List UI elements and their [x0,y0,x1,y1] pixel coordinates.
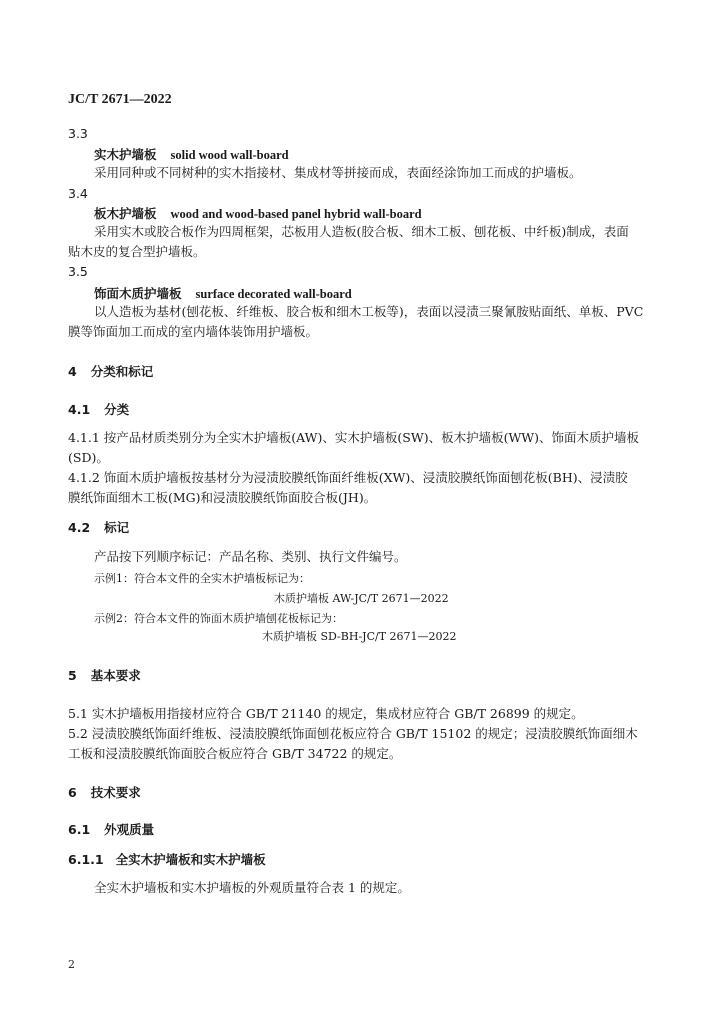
page-number: 2 [68,958,75,971]
clause-text: 工板和浸渍胶膜纸饰面胶合板应符合 GB/T 34722 的规定。 [68,746,402,761]
term-en: solid wood wall-board [170,148,289,162]
term-definition-line: 采用实木或胶合板作为四周框架，芯板用人造板(胶合板、细木工板、刨花板、中纤板)制成，表面 [94,224,629,239]
term-en: wood and wood-based panel hybrid wall-board [170,207,422,221]
term-definition-line: 贴木皮的复合型护墙板。 [68,244,206,259]
chapter-heading: 6 技术要求 [68,785,141,800]
term-zh: 实木护墙板 [94,147,157,162]
section-heading: 4.2 标记 [68,520,130,535]
clause-number: 3.5 [68,264,88,279]
example-label: 示例2：符合本文件的饰面木质护墙刨花板标记为： [94,612,343,625]
term-zh: 饰面木质护墙板 [94,286,182,301]
section-heading: 4.1 分类 [68,402,130,417]
term-definition-line: 以人造板为基材(刨花板、纤维板、胶合板和细木工板等)，表面以浸渍三聚氰胺贴面纸、单板、PVC [94,304,644,319]
term-en: surface decorated wall-board [195,287,352,301]
clause-text: 5.1 实木护墙板用指接材应符合 GB/T 21140 的规定，集成材应符合 GB/T 26899 的规定。 [68,706,584,721]
example-mark: 木质护墙板 AW-JC/T 2671—2022 [274,592,449,605]
term-zh: 板木护墙板 [94,206,157,221]
clause-text: (SD)。 [68,450,109,465]
term-heading [94,204,422,224]
clause-text: 产品按下列顺序标记：产品名称、类别、执行文件编号。 [94,549,407,564]
clause-text: 4.1.1 按产品材质类别分为全实木护墙板(AW)、实木护墙板(SW)、板木护墙板(WW)、饰面木质护墙板 [68,430,640,445]
term-heading [94,145,289,165]
example-mark: 木质护墙板 SD-BH-JC/T 2671—2022 [262,630,457,643]
term-definition: 采用同种或不同树种的实木指接材、集成材等拼接而成，表面经涂饰加工而成的护墙板。 [94,165,582,180]
clause-number: 3.3 [68,126,88,141]
section-heading: 6.1 外观质量 [68,822,155,837]
subsection-heading: 6.1.1 全实木护墙板和实木护墙板 [68,852,266,867]
chapter-heading: 5 基本要求 [68,668,141,683]
document-code: JC/T 2671—2022 [68,92,172,107]
clause-text: 5.2 浸渍胶膜纸饰面纤维板、浸渍胶膜纸饰面刨花板应符合 GB/T 15102 的规定；浸渍胶膜纸饰面细木 [68,726,638,741]
clause-number: 3.4 [68,186,88,201]
chapter-heading: 4 分类和标记 [68,364,154,379]
clause-text: 全实木护墙板和实木护墙板的外观质量符合表 1 的规定。 [94,880,410,895]
clause-text: 膜纸饰面细木工板(MG)和浸渍胶膜纸饰面胶合板(JH)。 [68,490,377,505]
clause-text: 4.1.2 饰面木质护墙板按基材分为浸渍胶膜纸饰面纤维板(XW)、浸渍胶膜纸饰面刨花板(BH)、浸渍胶 [68,470,628,485]
term-heading [94,284,352,304]
term-definition-line: 膜等饰面加工而成的室内墙体装饰用护墙板。 [68,324,319,339]
example-label: 示例1：符合本文件的全实木护墙板标记为： [94,572,310,585]
